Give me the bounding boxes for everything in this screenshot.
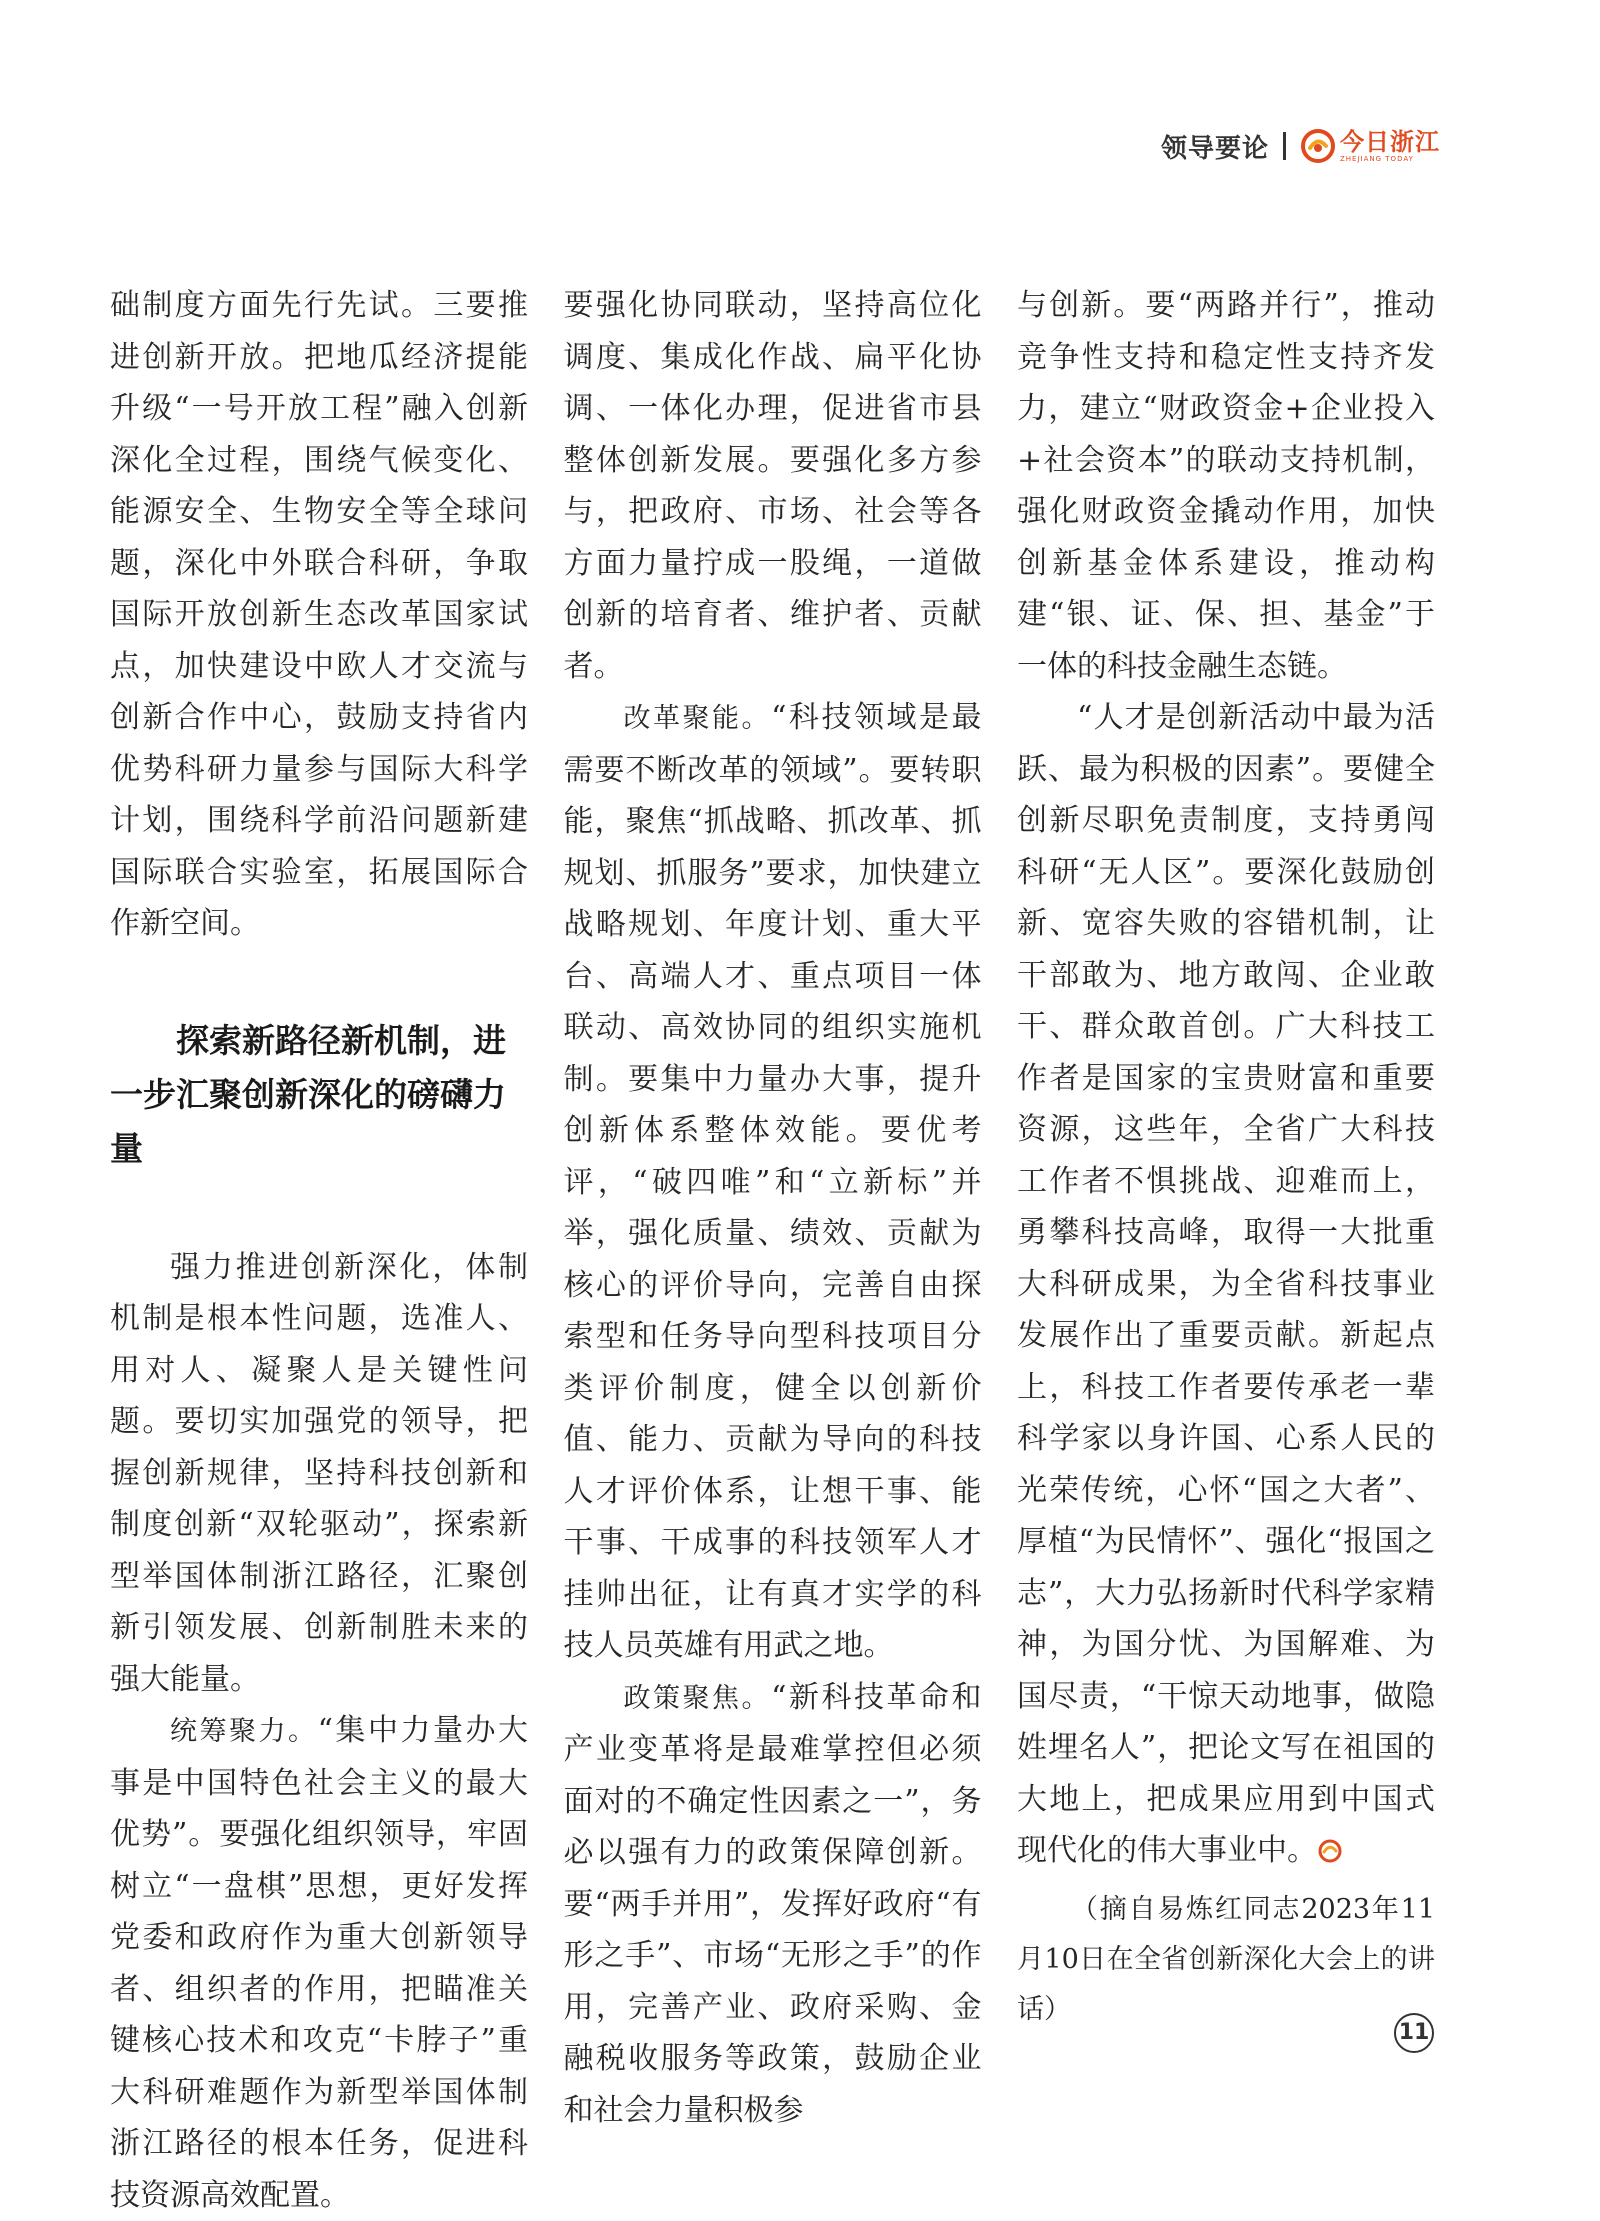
paragraph: 与创新。要“两路并行”，推动竞争性支持和稳定性支持齐发力，建立“财政资金+企业投入+社会资本”的联动支持机制，强化财政资金撬动作用，加快创新基金体系建设，推动构建“银、证、保、担、基金”于一体的科技金融生态链。	[1017, 288, 1435, 684]
logo-chinese: 今日浙江	[1340, 127, 1440, 156]
paragraph-lead: 统筹聚力。	[170, 1716, 318, 1747]
magazine-logo	[1300, 128, 1440, 164]
paragraph: 础制度方面先行先试。三要推进创新开放。把地瓜经济提能升级“一号开放工程”融入创新深化全过程，围绕气候变化、能源安全、生物安全等全球问题，深化中外联合科研，争取国际开放创新生态改革国家试点，加快建设中欧人才交流与创新合作中心，鼓励支持省内优势科研力量参与国际大科学计划，围绕科学前沿问题新建国际联合实验室，拓展国际合作新空间。	[110, 288, 528, 941]
paragraph: 统筹聚力。“集中力量办大事是中国特色社会主义的最大优势”。要强化组织领导，牢固树立“一盘棋”思想，更好发挥党委和政府作为重大创新领导者、组织者的作用，把瞄准关键核心技术和攻克“卡脖子”重大科研难题作为新型举国体制浙江路径的根本任务，促进科技资源高效配置。	[110, 1713, 529, 2213]
column-1	[110, 280, 528, 2221]
paragraph-lead: 政策聚焦。	[623, 1682, 772, 1714]
paragraph-lead: 改革聚能。	[623, 703, 772, 734]
paragraph: “人才是创新活动中最为活跃、最为积极的因素”。要健全创新尽职免责制度，支持勇闯科研“无人区”。要深化鼓励创新、宽容失败的容错机制，让干部敢为、地方敢闯、企业敢干、群众敢首创。广大科技工作者是国家的宝贵财富和重要资源，这些年，全省广大科技工作者不惧挑战、迎难而上，勇攀科技高峰，取得一大批重大科研成果，为全省科技事业发展作出了重要贡献。新起点上，科技工作者要传承老一辈科学家以身许国、心系人民的光荣传统，心怀“国之大者”、厚植“为民情怀”、强化“报国之志”，大力弘扬新时代科学家精神，为国分忧、为国解难、为国尽责，“干惊天动地事，做隐姓埋名人”，把论文写在祖国的大地上，把成果应用到中国式现代化的伟大事业中。	[1017, 700, 1435, 1868]
paragraph: 要强化协同联动，坚持高位化调度、集成化作战、扁平化协调、一体化办理，促进省市县整体创新发展。要强化多方参与，把政府、市场、社会等各方面力量拧成一股绳，一道做创新的培育者、维护者、贡献者。	[563, 288, 982, 684]
column-2	[564, 280, 982, 2221]
section-heading: 探索新路径新机制，进一步汇聚创新深化的磅礴力量	[110, 1020, 506, 1168]
column-3	[1017, 280, 1435, 2221]
paragraph: 强力推进创新深化，体制机制是根本性问题，选准人、用对人、凝聚人是关键性问题。要切实加强党的领导，把握创新规律，坚持科技创新和制度创新“双轮驱动”，探索新型举国体制浙江路径，汇聚创新引领发展、创新制胜未来的强大能量。	[110, 1249, 528, 1697]
paragraph: 改革聚能。“科技领域是最需要不断改革的领域”。要转职能，聚焦“抓战略、抓改革、抓规划、抓服务”要求，加快建立战略规划、年度计划、重大平台、高端人才、重点项目一体联动、高效协同的组织实施机制。要集中力量办大事，提升创新体系整体效能。要优考评，“破四唯”和“立新标”并举，强化质量、绩效、贡献为核心的评价导向，完善自由探索型和任务导向型科技项目分类评价制度，健全以创新价值、能力、贡献为导向的科技人才评价体系，让想干事、能干事、干成事的科技领军人才挂帅出征，让有真才实学的科技人员英雄有用武之地。	[563, 700, 982, 1663]
article-body	[110, 280, 1435, 2221]
page-number: 11	[1394, 2013, 1434, 2053]
end-mark-icon	[1317, 1838, 1343, 1864]
header-divider	[1283, 132, 1286, 160]
logo-swirl-icon	[1300, 128, 1336, 164]
logo-english: ZHEJIANG TODAY	[1340, 154, 1414, 163]
section-title: 领导要论	[1160, 133, 1269, 164]
paragraph: 政策聚焦。“新科技革命和产业变革将是最难掌控但必须面对的不确定性因素之一”，务必以强有力的政策保障创新。要“两手并用”，发挥好政府“有形之手”、市场“无形之手”的作用，完善产业、政府采购、金融税收服务等政策，鼓励企业和社会力量积极参	[563, 1679, 982, 2128]
source-note: （摘自易炼红同志2023年11月10日在全省创新深化大会上的讲话）	[1017, 1893, 1435, 2025]
page-header	[1161, 116, 1440, 176]
